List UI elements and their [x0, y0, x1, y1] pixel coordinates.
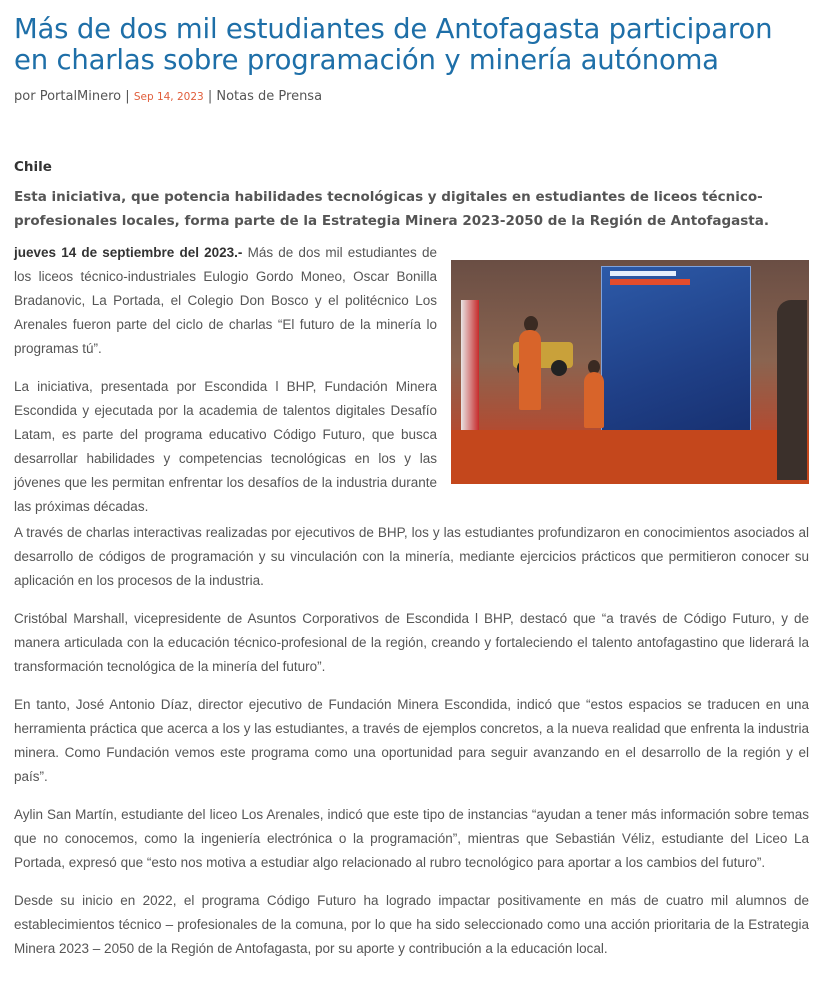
projection-screen [601, 266, 751, 438]
article-title: Más de dos mil estudiantes de Antofagasta participaron en charlas sobre programación y minería autónoma [14, 13, 773, 76]
intro-block [14, 241, 809, 521]
article [14, 0, 809, 975]
paragraph-1 [14, 241, 437, 361]
article-meta [14, 87, 809, 107]
intro-column [14, 241, 437, 519]
foreground-figure [777, 300, 807, 480]
paragraph-3: A través de charlas interactivas realizadas por ejecutivos de BHP, los y las estudiantes profundizaron en conocimientos asociados al desarrollo de códigos de programación y su vinculación con la minería, mediante ejercicios prácticos que permitieron conocer su aplicación en los procesos de la industria. [14, 525, 809, 588]
article-photo [451, 260, 809, 484]
meta-by: por [14, 89, 36, 104]
publish-date: Sep 14, 2023 [133, 91, 204, 103]
paragraph-1-text: Más de dos mil estudiantes de los liceos técnico-industriales Eulogio Gordo Moneo, Oscar Bonilla Bradanovic, La Portada, el Colegio Don Bosco y el politécnico Los Arenales fueron parte del ciclo de charlas “El futuro de la minería lo programas tú”. [14, 245, 437, 356]
category-link[interactable]: Notas de Prensa [216, 89, 323, 104]
paragraph-2: La iniciativa, presentada por Escondida l BHP, Fundación Minera Escondida y ejecutada por la academia de talentos digitales Desafío Latam, es parte del programa educativo Código Futuro, que busca desarrollar habilidades y competencias tecnológicas en los y las jóvenes que les permitan enfrentar los desafíos de la industria durante las próximas décadas. [14, 379, 437, 514]
paragraph-7: Desde su inicio en 2022, el programa Código Futuro ha logrado impactar positivamente en más de cuatro mil alumnos de establecimientos técnico – profesionales de la comuna, por lo que ha sido seleccionado como una acción prioritaria de la Estrategia Minera 2023 – 2050 de la Región de Antofagasta, por su aporte y contribución a la educación local. [14, 893, 809, 956]
paragraph-4: Cristóbal Marshall, vicepresidente de Asuntos Corporativos de Escondida l BHP, destacó que “a través de Código Futuro, y de manera articulada con la educación técnico-profesional de la región, creando y fortaleciendo el talento antofagastino que liderará la transformación tecnológica de la minería del futuro”. [14, 611, 809, 674]
flag-shape [461, 300, 479, 440]
article-lead: Esta iniciativa, que potencia habilidades tecnológicas y digitales en estudiantes de liceos técnico-profesionales locales, forma parte de la Estrategia Minera 2023-2050 de la Región de Antofagasta. [14, 189, 769, 229]
meta-separator: | [207, 89, 213, 104]
paragraph-5: En tanto, José Antonio Díaz, director ejecutivo de Fundación Minera Escondida, indicó que “estos espacios se traducen en una herramienta práctica que acerca a los y las estudiantes, a través de ejemplos concretos, a la nueva realidad que enfrenta la industria minera. Como Fundación vemos este programa como una oportunidad para seguir avanzando en el desarrollo de la región y el país”. [14, 697, 809, 784]
presenter-figure [519, 330, 541, 410]
paragraph-6: Aylin San Martín, estudiante del liceo Los Arenales, indicó que este tipo de instancias “ayudan a tener más información sobre temas que no conocemos, como la ingeniería electrónica o la programación”, mientras que Sebastián Véliz, estudiante del Liceo La Portada, expresó que “esto nos motiva a estudiar algo relacionado al rubro tecnológico para aportar a los cambios del futuro”. [14, 807, 809, 870]
author-link[interactable]: PortalMinero [39, 89, 122, 104]
meta-separator: | [125, 89, 130, 104]
presenter-figure [584, 372, 604, 428]
dateline: jueves 14 de septiembre del 2023.- [14, 245, 243, 260]
article-body [14, 521, 809, 961]
stage-shape [451, 430, 809, 484]
region-label: Chile [14, 159, 52, 175]
